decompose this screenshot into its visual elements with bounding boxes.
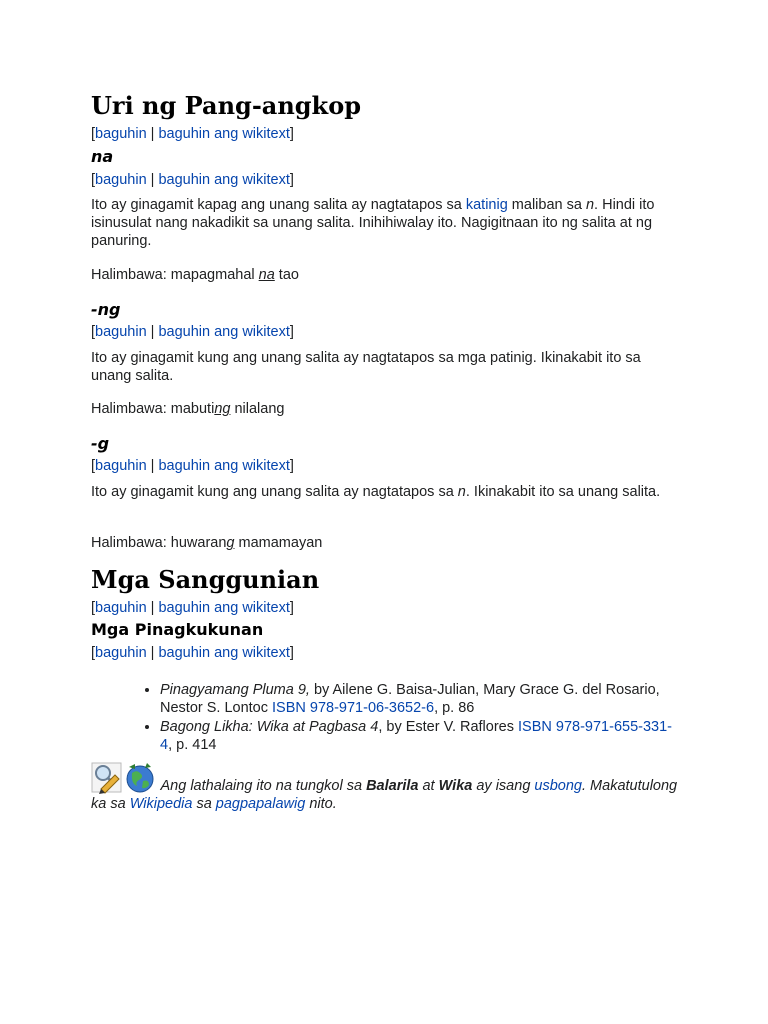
reference-authors: by Ailene G. Baisa-Julian, Mary Grace G. del Rosario, Nestor S. Lontoc (160, 682, 660, 716)
example-g (91, 534, 322, 552)
katinig-link[interactable]: katinig (465, 197, 508, 213)
bracket-open: [ (91, 126, 96, 142)
bracket-open: [ (91, 324, 96, 340)
example-particle: na (258, 267, 275, 283)
text: . Makatutulong ka sa (91, 778, 678, 812)
edit-source-link[interactable]: baguhin ang wikitext (158, 458, 290, 474)
bracket-open: [ (91, 172, 96, 188)
edit-links (91, 125, 294, 143)
separator: | (146, 600, 159, 616)
example-na (91, 266, 299, 284)
edit-source-link[interactable]: baguhin ang wikitext (158, 324, 290, 340)
text: ay isang (472, 778, 535, 794)
bracket-open: [ (91, 645, 96, 661)
reference-list (91, 681, 680, 755)
pagpapalawig-link[interactable]: pagpapalawig (215, 796, 306, 812)
edit-link[interactable]: baguhin (95, 172, 147, 188)
text: . Ikinakabit ito sa unang salita. (465, 484, 661, 500)
subheading-pinagkukunan: Mga Pinagkukunan (91, 620, 264, 639)
usbong-link[interactable]: usbong (534, 778, 582, 794)
stub-notice (91, 761, 691, 813)
separator: | (146, 324, 159, 340)
example-ng (91, 400, 284, 418)
text: mamamayan (234, 535, 323, 551)
text: Ito ay ginagamit kapag ang unang salita ay nagtatapos sa (91, 197, 466, 213)
reference-item (160, 681, 680, 717)
subheading-na: na (91, 147, 114, 166)
topic-balarila: Balarila (366, 778, 419, 794)
edit-link[interactable]: baguhin (95, 645, 147, 661)
text: Ito ay ginagamit kung ang unang salita ay nagtatapos sa (91, 484, 458, 500)
edit-links (91, 323, 294, 341)
separator: | (146, 172, 159, 188)
wikipedia-link[interactable]: Wikipedia (129, 796, 193, 812)
subheading-ng: -ng (91, 300, 121, 319)
text: nito. (305, 796, 337, 812)
text: at (418, 778, 439, 794)
bracket-close: ] (289, 126, 294, 142)
text: Halimbawa: mapagmahal (91, 267, 259, 283)
topic-wika: Wika (438, 778, 473, 794)
reference-item (160, 718, 680, 754)
bracket-open: [ (91, 600, 96, 616)
edit-links (91, 599, 294, 617)
edit-source-link[interactable]: baguhin ang wikitext (158, 126, 290, 142)
example-particle: ng (214, 401, 231, 417)
edit-link[interactable]: baguhin (95, 458, 147, 474)
emphasis: n (457, 484, 466, 500)
edit-source-link[interactable]: baguhin ang wikitext (158, 600, 290, 616)
reference-title: Bagong Likha: Wika at Pagbasa 4 (160, 719, 379, 735)
text: tao (274, 267, 299, 283)
text: Ang lathalaing ito na tungkol sa (157, 778, 367, 794)
edit-source-link[interactable]: baguhin ang wikitext (158, 645, 290, 661)
separator: | (146, 126, 159, 142)
isbn-link[interactable]: ISBN 978-971-06-3652-6 (272, 700, 435, 716)
globe-recycle-icon (123, 761, 157, 795)
bracket-close: ] (289, 645, 294, 661)
text: Halimbawa: mabuti (91, 401, 215, 417)
reference-page: , p. 414 (168, 737, 217, 753)
emphasis: n (585, 197, 595, 213)
section-title-sanggunian: Mga Sanggunian (91, 565, 320, 594)
example-particle: g (226, 535, 235, 551)
reference-page: , p. 86 (434, 700, 475, 716)
reference-authors: , by Ester V. Raflores (378, 719, 519, 735)
text: . Hindi ito isinusulat nang nakadikit sa unang salita. Inihihiwalay ito. Nagigitnaan ito ng salita at ng panuring. (91, 197, 655, 249)
section-title-uri: Uri ng Pang-angkop (91, 91, 361, 120)
separator: | (146, 458, 159, 474)
bracket-close: ] (289, 172, 294, 188)
text: Halimbawa: huwaran (91, 535, 227, 551)
edit-links (91, 171, 294, 189)
subheading-g: -g (91, 434, 110, 453)
text: sa (192, 796, 216, 812)
paragraph-g (91, 483, 666, 501)
text: nilalang (230, 401, 285, 417)
isbn-link[interactable]: ISBN 978-971-655-331-4 (160, 719, 672, 753)
reference-title: Pinagyamang Pluma 9, (160, 682, 310, 698)
bracket-close: ] (289, 600, 294, 616)
bracket-close: ] (289, 458, 294, 474)
bracket-close: ] (289, 324, 294, 340)
edit-links (91, 644, 294, 662)
edit-link[interactable]: baguhin (95, 600, 147, 616)
edit-link[interactable]: baguhin (95, 126, 147, 142)
paragraph-na (91, 196, 683, 250)
edit-link[interactable]: baguhin (95, 324, 147, 340)
bracket-open: [ (91, 458, 96, 474)
text: maliban sa (507, 197, 586, 213)
edit-links (91, 457, 294, 475)
paragraph-ng: Ito ay ginagamit kung ang unang salita ay nagtatapos sa mga patinig. Ikinakabit ito sa unang salita. (91, 350, 641, 384)
separator: | (146, 645, 159, 661)
stub-icons (91, 761, 157, 795)
edit-source-link[interactable]: baguhin ang wikitext (158, 172, 290, 188)
